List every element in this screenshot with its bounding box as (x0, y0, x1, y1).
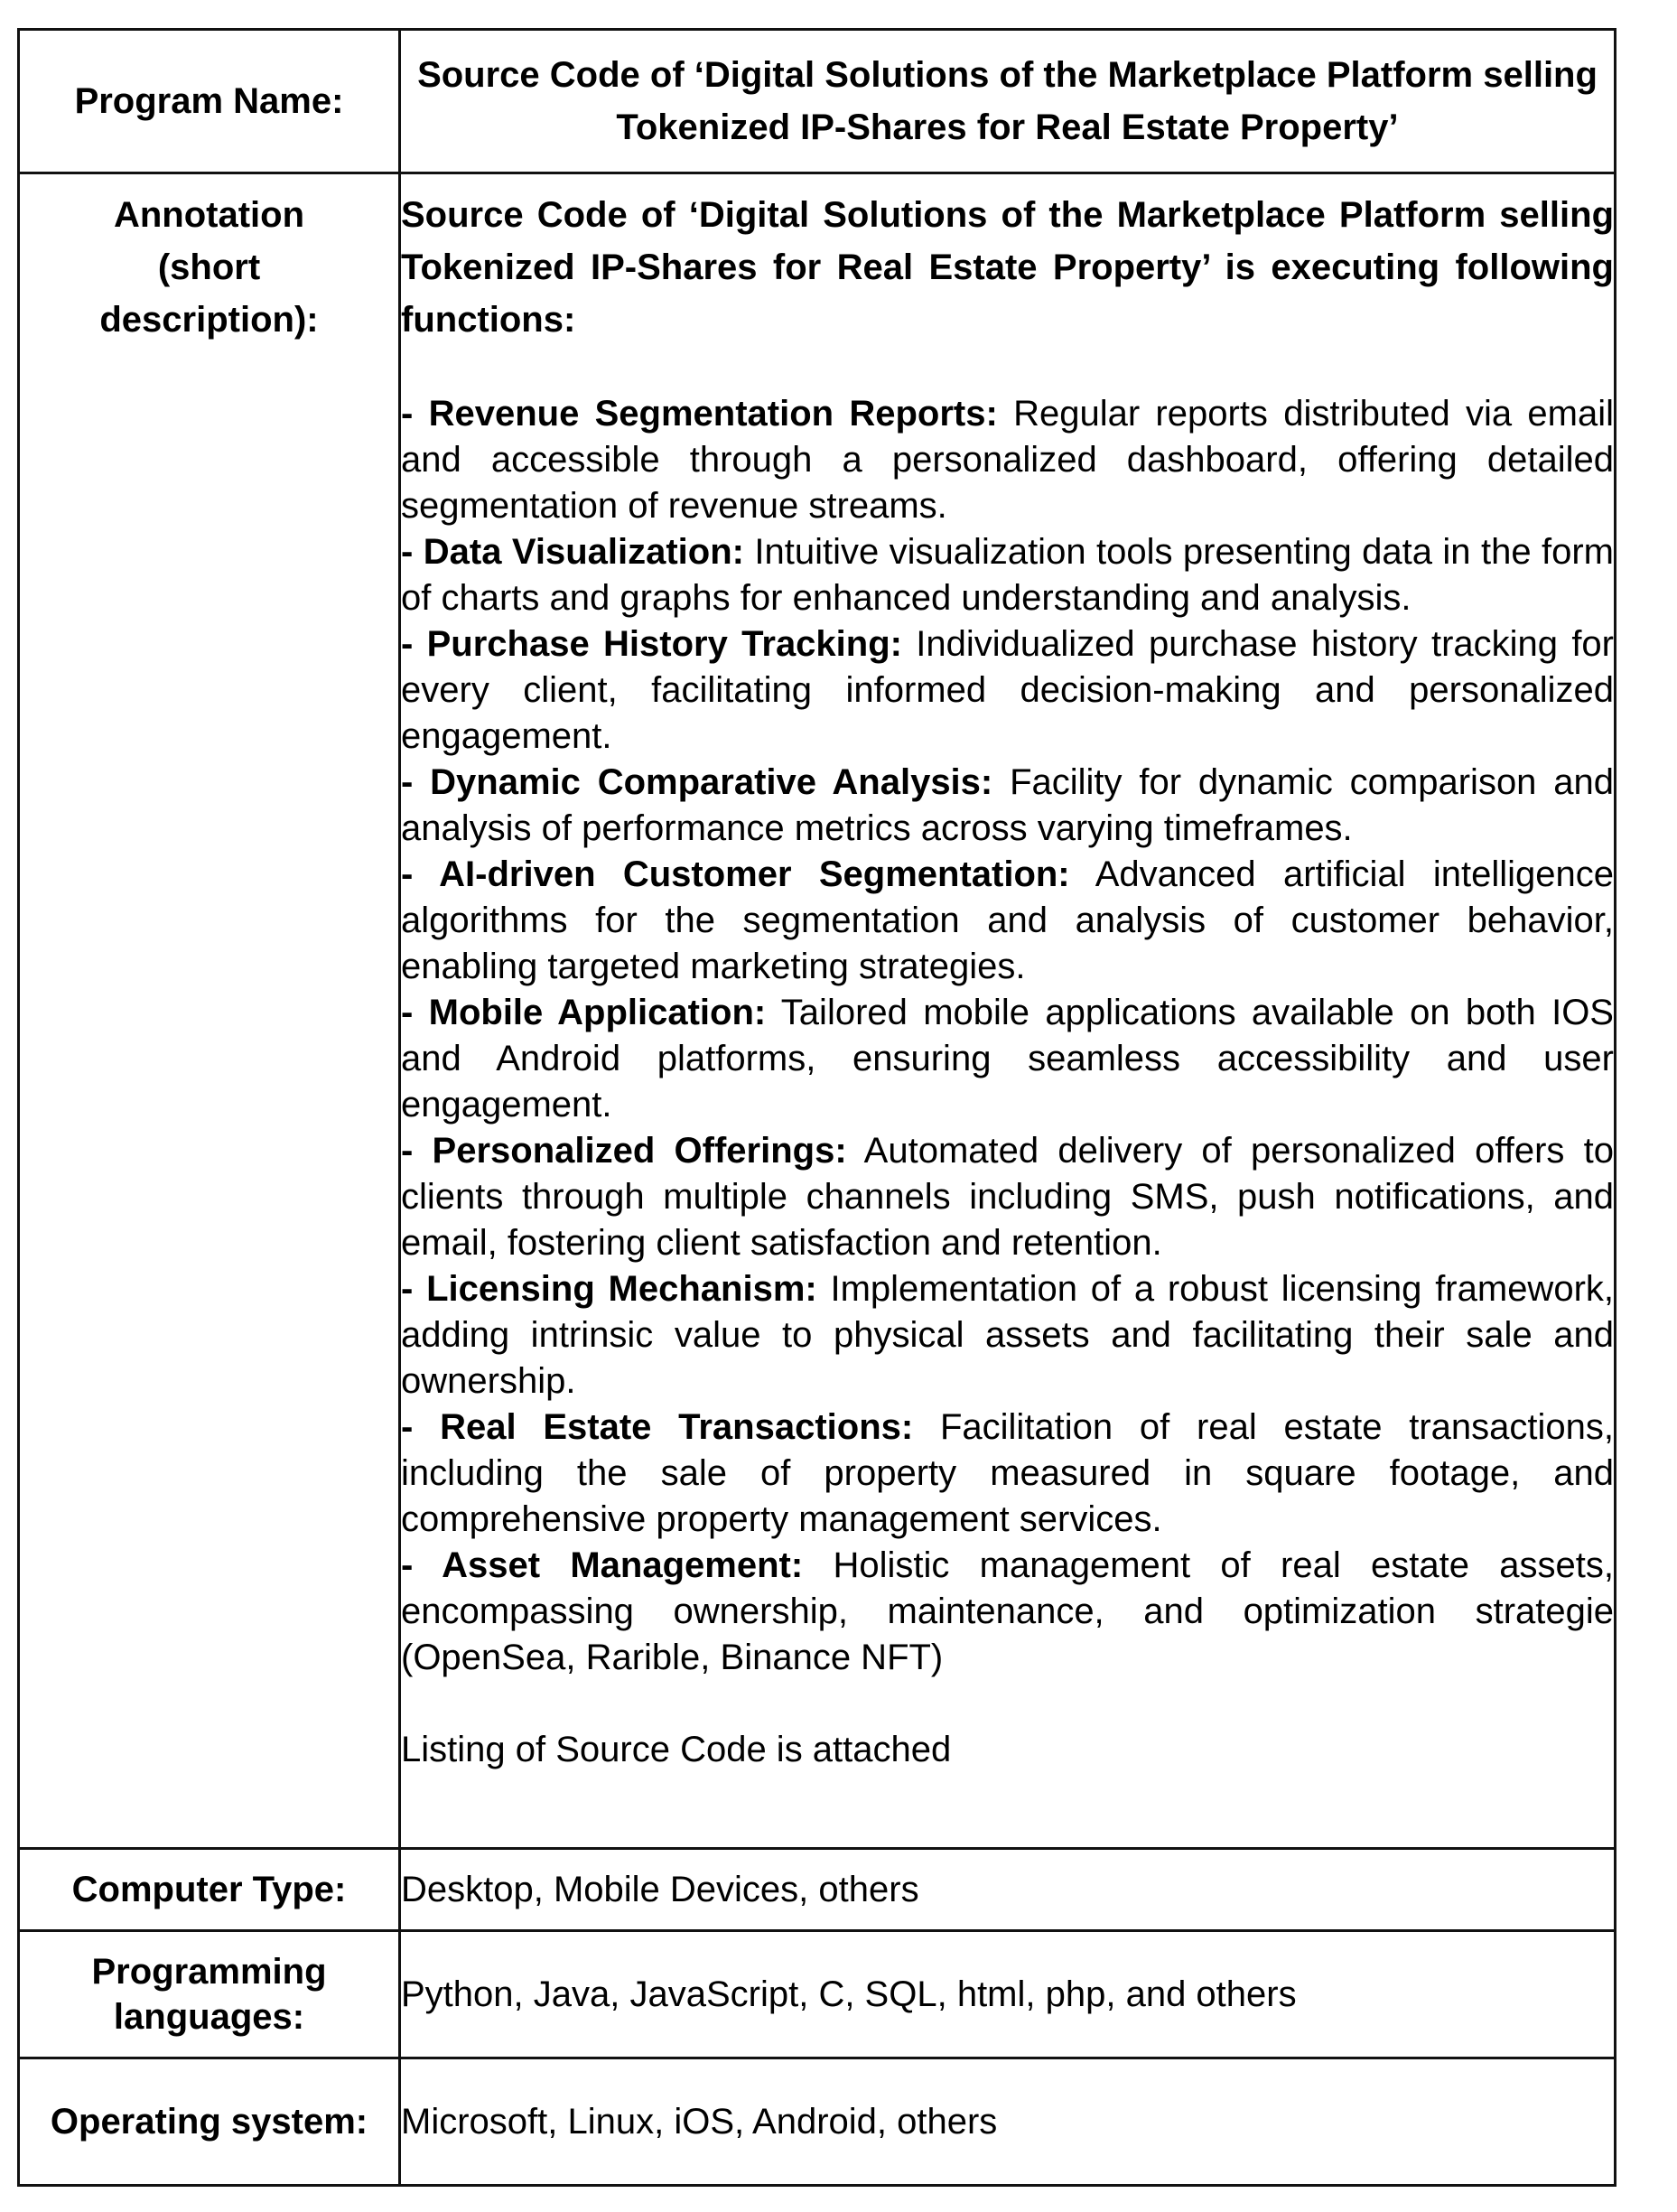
annotation-value (400, 173, 1616, 1849)
computer-type-value: Desktop, Mobile Devices, others (400, 1849, 1616, 1931)
annotation-intro: Source Code of ‘Digital Solutions of the Marketplace Platform selling Tokenized IP-Shares for Real Estate Property’ is executing following functions: (401, 195, 1614, 340)
feature-text: Holistic management of real estate assets, encompassing ownership, maintenance, and optimization strategie (OpenSea, Rarible, Binance NFT) (401, 1545, 1614, 1677)
feature-item (401, 529, 1614, 621)
feature-item (401, 391, 1614, 529)
feature-title: - Real Estate Transactions: (401, 1407, 914, 1447)
feature-title: - Revenue Segmentation Reports: (401, 394, 998, 434)
feature-item (401, 1128, 1614, 1266)
feature-item (401, 621, 1614, 760)
feature-text: Regular reports distributed via email and accessible through a personalized dashboard, offering detailed segmentation of revenue streams. (401, 394, 1615, 526)
feature-title: - Licensing Mechanism: (401, 1269, 817, 1309)
programming-languages-label: Programming languages: (19, 1931, 400, 2058)
annotation-label (19, 173, 400, 1849)
operating-system-value: Microsoft, Linux, iOS, Android, others (400, 2058, 1616, 2186)
feature-title: - Data Visualization: (401, 532, 744, 572)
feature-item (401, 990, 1614, 1128)
listing-note: Listing of Source Code is attached (401, 1730, 952, 1769)
feature-text: Intuitive visualization tools presenting data in the form of charts and graphs for enhanced understanding and analysis. (401, 532, 1614, 618)
feature-text: Tailored mobile applications available on both IOS and Android platforms, ensuring seamless accessibility and user engagement. (401, 993, 1614, 1125)
row-program-name (19, 30, 1616, 173)
annotation-label-line-1: Annotation (113, 195, 305, 235)
feature-text: Implementation of a robust licensing framework, adding intrinsic value to physical assets and facilitating their sale and ownership. (401, 1269, 1614, 1401)
feature-item (401, 1266, 1614, 1405)
feature-title: - Personalized Offerings: (401, 1131, 847, 1171)
annotation-label-line-3: description): (99, 300, 319, 340)
feature-title: - AI-driven Customer Segmentation: (401, 854, 1070, 894)
feature-text: Individualized purchase history tracking for every client, facilitating informed decision-making and personalized engagement. (401, 624, 1614, 756)
row-operating-system (19, 2058, 1616, 2186)
feature-text: Automated delivery of personalized offers to clients through multiple channels including SMS, push notifications, and email, fostering client satisfaction and retention. (401, 1131, 1614, 1263)
feature-item (401, 1543, 1614, 1681)
program-info-table (17, 28, 1616, 2187)
feature-title: - Dynamic Comparative Analysis: (401, 762, 993, 802)
feature-text: Facility for dynamic comparison and analysis of performance metrics across varying timeframes. (401, 762, 1615, 848)
program-name-label: Program Name: (19, 30, 400, 173)
programming-languages-value: Python, Java, JavaScript, C, SQL, html, php, and others (400, 1931, 1616, 2058)
feature-title: - Mobile Application: (401, 993, 767, 1032)
feature-item (401, 1405, 1614, 1543)
feature-text: Advanced artificial intelligence algorithms for the segmentation and analysis of customer behavior, enabling targeted marketing strategies. (401, 854, 1615, 986)
feature-item (401, 760, 1614, 852)
row-programming-languages (19, 1931, 1616, 2058)
computer-type-label: Computer Type: (19, 1849, 400, 1931)
program-name-value: Source Code of ‘Digital Solutions of the Marketplace Platform selling Tokenized IP-Shares for Real Estate Property’ (400, 30, 1616, 173)
feature-title: - Asset Management: (401, 1545, 804, 1585)
row-computer-type (19, 1849, 1616, 1931)
feature-title: - Purchase History Tracking: (401, 624, 902, 664)
row-annotation (19, 173, 1616, 1849)
operating-system-label: Operating system: (19, 2058, 400, 2186)
feature-text: Facilitation of real estate transactions, including the sale of property measured in square footage, and comprehensive property management services. (401, 1407, 1614, 1539)
feature-item (401, 852, 1614, 990)
annotation-label-line-2: (short (157, 247, 261, 287)
